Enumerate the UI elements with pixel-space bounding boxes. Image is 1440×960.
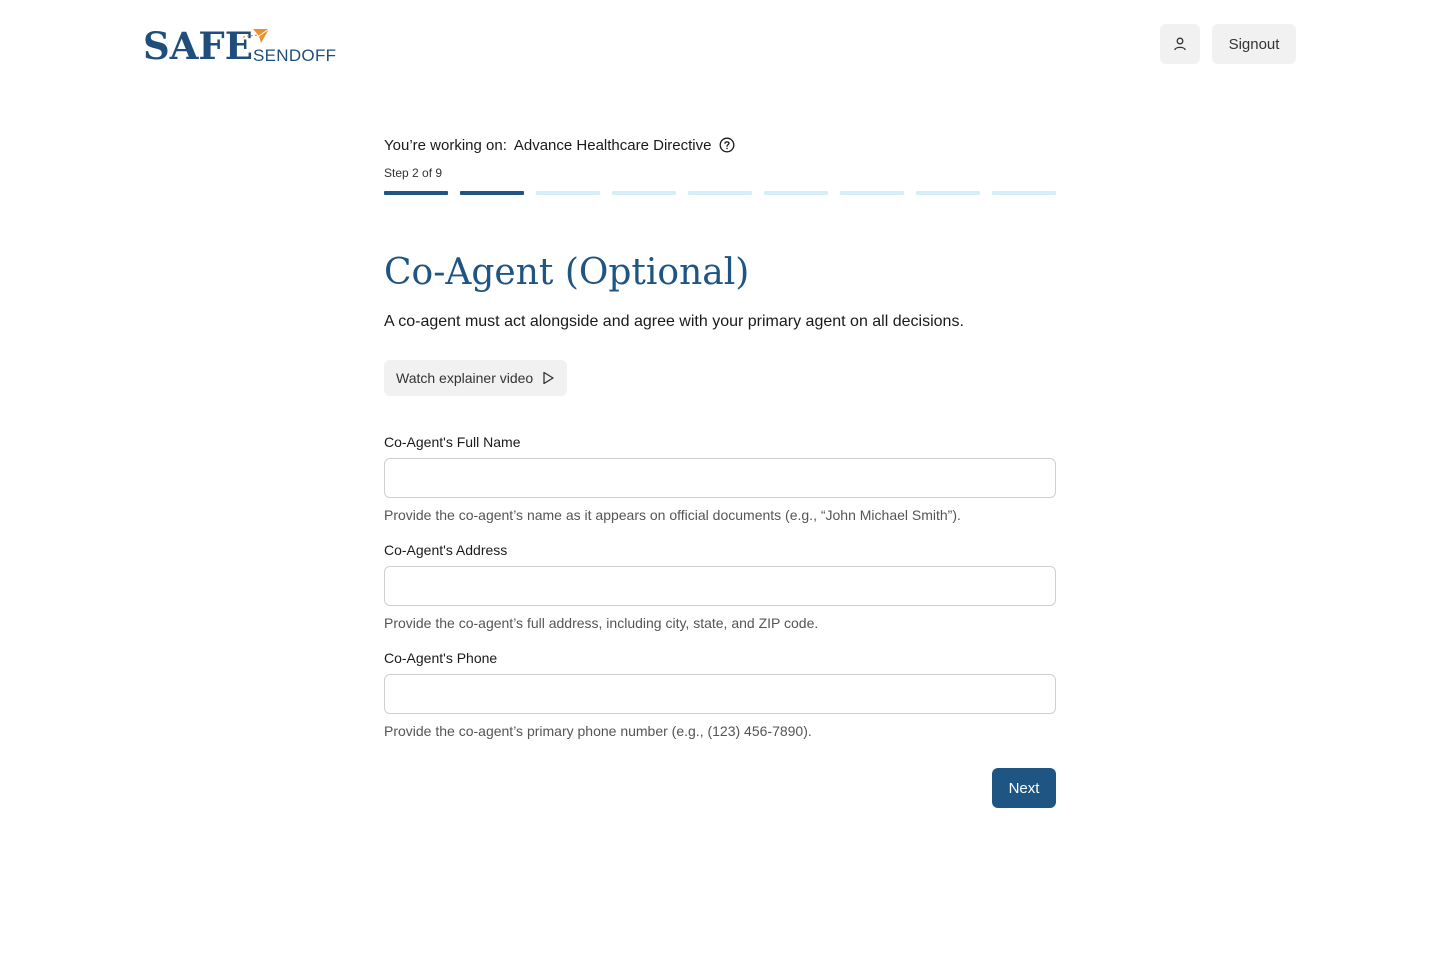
wizard-main	[384, 130, 1056, 758]
progress-segment-2	[460, 191, 524, 195]
step-progress-bar	[384, 191, 1056, 195]
full-name-field-group	[384, 434, 1056, 523]
watch-explainer-video-button[interactable]	[384, 360, 567, 396]
signout-button[interactable]: Signout	[1212, 24, 1296, 64]
progress-segment-1	[384, 191, 448, 195]
question-circle-icon[interactable]	[719, 137, 735, 153]
page-title: Co-Agent (Optional)	[384, 252, 750, 293]
address-input[interactable]	[384, 566, 1056, 606]
progress-segment-4	[612, 191, 676, 195]
progress-segment-8	[916, 191, 980, 195]
safe-sendoff-logo[interactable]	[143, 24, 337, 68]
user-icon	[1173, 37, 1187, 51]
address-field-group	[384, 542, 1056, 631]
co-agent-form	[384, 434, 1056, 739]
phone-hint: Provide the co-agent’s primary phone number (e.g., (123) 456-7890).	[384, 723, 812, 739]
progress-segment-3	[536, 191, 600, 195]
logo-wordmark-safe: SAFE	[143, 24, 253, 68]
play-icon	[541, 371, 555, 385]
next-button[interactable]: Next	[992, 768, 1056, 808]
phone-input[interactable]	[384, 674, 1056, 714]
address-label: Co-Agent's Address	[384, 542, 508, 558]
progress-segment-5	[688, 191, 752, 195]
user-profile-button[interactable]	[1160, 24, 1200, 64]
address-hint: Provide the co-agent’s full address, including city, state, and ZIP code.	[384, 615, 819, 631]
progress-segment-6	[764, 191, 828, 195]
full-name-hint: Provide the co-agent’s name as it appears on official documents (e.g., “John Michael Smith”).	[384, 507, 961, 523]
video-button-label: Watch explainer video	[396, 370, 534, 386]
paper-plane-icon	[243, 27, 271, 47]
step-indicator: Step 2 of 9	[384, 166, 443, 180]
page-description: A co-agent must act alongside and agree with your primary agent on all decisions.	[384, 313, 964, 330]
progress-segment-9	[992, 191, 1056, 195]
working-on-row	[384, 130, 1056, 160]
phone-label: Co-Agent's Phone	[384, 650, 498, 666]
full-name-label: Co-Agent's Full Name	[384, 434, 521, 450]
working-on-label: You’re working on:	[384, 136, 507, 154]
logo-wordmark-sendoff: SENDOFF	[253, 46, 337, 65]
full-name-input[interactable]	[384, 458, 1056, 498]
progress-segment-7	[840, 191, 904, 195]
document-name: Advance Healthcare Directive	[513, 136, 712, 154]
top-header	[0, 0, 1440, 90]
phone-field-group	[384, 650, 1056, 739]
